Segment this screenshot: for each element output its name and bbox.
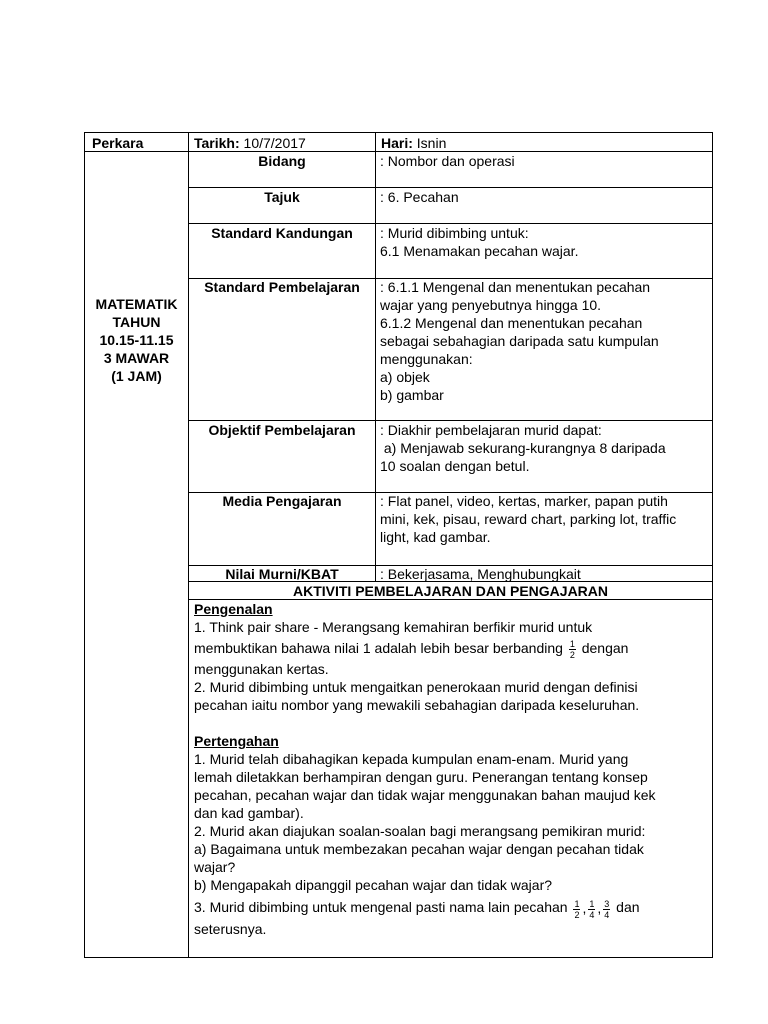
- fraction-denominator: 4: [604, 910, 610, 921]
- fraction-numerator: 1: [574, 899, 580, 910]
- media-line: : Flat panel, video, kertas, marker, papan putih: [380, 493, 668, 509]
- bidang-value: [380, 152, 515, 170]
- spacer: [194, 714, 656, 732]
- standard-pembelajaran-line: a) objek: [380, 369, 430, 385]
- pertengahan-line: 1. Murid telah dibahagikan kepada kumpulan enam-enam. Murid yang: [194, 751, 629, 767]
- pengenalan-heading: Pengenalan: [194, 601, 273, 617]
- nilai-line: : Bekerjasama, Menghubungkait: [380, 566, 581, 582]
- pengenalan-line: 1. Think pair share - Merangsang kemahiran berfikir murid untuk: [194, 619, 593, 635]
- hari-label: Hari:: [381, 135, 413, 151]
- objektif-line: 10 soalan dengan betul.: [380, 458, 530, 474]
- standard-pembelajaran-line: 6.1.2 Mengenal dan menentukan pecahan: [380, 315, 643, 331]
- bidang-line: : Nombor dan operasi: [380, 153, 515, 169]
- fraction-list: $\frac{1}{2}$ , $\frac{1}{4}$ , $\frac{3}{4}$: [574, 899, 610, 921]
- objektif-label: Objektif Pembelajaran: [208, 422, 356, 438]
- activities-body: [194, 600, 656, 938]
- pertengahan-line: seterusnya.: [194, 921, 267, 937]
- nilai-label: Nilai Murni/KBAT: [225, 566, 339, 582]
- pengenalan-line-with-fraction: [194, 636, 656, 660]
- tarikh-label: Tarikh:: [194, 135, 240, 151]
- tajuk-label: Tajuk: [264, 189, 300, 205]
- pengenalan-line: 2. Murid dibimbing untuk mengaitkan penerokaan murid dengan definisi: [194, 679, 638, 695]
- fraction-denominator: 4: [589, 910, 595, 921]
- perkara-header: Perkara: [92, 135, 144, 151]
- fraction: [588, 899, 595, 920]
- standard-pembelajaran-line: menggunakan:: [380, 351, 473, 367]
- tajuk-value: [380, 188, 459, 206]
- subject-line: MATEMATIK: [95, 296, 178, 312]
- tarikh-header: [194, 134, 306, 152]
- fraction-numerator: 1: [589, 899, 595, 910]
- standard-kandungan-label: Standard Kandungan: [211, 225, 353, 241]
- tarikh-value: 10/7/2017: [239, 135, 306, 151]
- media-value: [380, 492, 676, 546]
- pertengahan-line: dan kad gambar).: [194, 805, 304, 821]
- column-divider: [375, 133, 376, 581]
- pertengahan-line: 2. Murid akan diajukan soalan-soalan bagi merangsang pemikiran murid:: [194, 823, 646, 839]
- subject-line: 10.15-11.15: [99, 332, 174, 348]
- media-label: Media Pengajaran: [222, 493, 342, 509]
- media-line: mini, kek, pisau, reward chart, parking lot, traffic: [380, 511, 677, 527]
- pertengahan-text: dan: [612, 899, 640, 915]
- standard-pembelajaran-line: wajar yang penyebutnya hingga 10.: [380, 297, 602, 313]
- subject-line: (1 JAM): [111, 368, 162, 384]
- objektif-line: a) Menjawab sekurang-kurangnya 8 daripada: [380, 440, 666, 456]
- standard-pembelajaran-line: : 6.1.1 Mengenal dan menentukan pecahan: [380, 279, 651, 295]
- fraction-denominator: 2: [569, 649, 575, 660]
- standard-pembelajaran-label: Standard Pembelajaran: [204, 279, 360, 295]
- subject-cell: [85, 295, 188, 385]
- subject-line: TAHUN: [112, 314, 161, 330]
- pertengahan-line-with-fractions: [194, 894, 656, 920]
- fraction-numerator: 3: [604, 899, 610, 910]
- tajuk-line: : 6. Pecahan: [380, 189, 459, 205]
- hari-value: Isnin: [412, 135, 447, 151]
- pengenalan-text: membuktikan bahawa nilai 1 adalah lebih besar berbanding: [194, 640, 567, 656]
- aktiviti-title: AKTIVITI PEMBELAJARAN DAN PENGAJARAN: [292, 583, 609, 599]
- standard-pembelajaran-line: sebagai sebahagian daripada satu kumpulan: [380, 333, 659, 349]
- fraction-denominator: 2: [574, 910, 580, 921]
- pengenalan-line: pecahan iaitu nombor yang mewakili sebahagian daripada keseluruhan.: [194, 697, 640, 713]
- fraction-numerator: 1: [569, 638, 575, 649]
- column-divider: [188, 133, 189, 957]
- standard-pembelajaran-value: [380, 278, 659, 404]
- standard-pembelajaran-line: b) gambar: [380, 387, 444, 403]
- pertengahan-text: 3. Murid dibimbing untuk mengenal pasti nama lain pecahan: [194, 899, 572, 915]
- standard-kandungan-value: [380, 224, 578, 260]
- objektif-line: : Diakhir pembelajaran murid dapat:: [380, 422, 602, 438]
- pertengahan-line: a) Bagaimana untuk membezakan pecahan wajar dengan pecahan tidak: [194, 841, 644, 857]
- objektif-value: [380, 421, 666, 475]
- fraction: [569, 639, 576, 660]
- lesson-plan-table: [84, 132, 713, 958]
- nilai-value: [380, 565, 581, 583]
- pertengahan-line: lemah diletakkan berhampiran dengan guru. Penerangan tentang konsep: [194, 769, 648, 785]
- hari-header: [381, 134, 446, 152]
- pertengahan-line: pecahan, pecahan wajar dan tidak wajar menggunakan bahan maujud kek: [194, 787, 656, 803]
- media-line: light, kad gambar.: [380, 529, 491, 545]
- pertengahan-line: wajar?: [194, 859, 236, 875]
- standard-kandungan-line: 6.1 Menamakan pecahan wajar.: [380, 243, 579, 259]
- pengenalan-line: menggunakan kertas.: [194, 661, 329, 677]
- subject-line: 3 MAWAR: [103, 350, 170, 366]
- standard-kandungan-line: : Murid dibimbing untuk:: [380, 225, 529, 241]
- fraction: [573, 899, 580, 920]
- pengenalan-text: dengan: [577, 640, 629, 656]
- pertengahan-line: b) Mengapakah dipanggil pecahan wajar dan tidak wajar?: [194, 877, 553, 893]
- fraction: [603, 899, 610, 920]
- bidang-label: Bidang: [258, 153, 306, 169]
- pertengahan-heading: Pertengahan: [194, 733, 279, 749]
